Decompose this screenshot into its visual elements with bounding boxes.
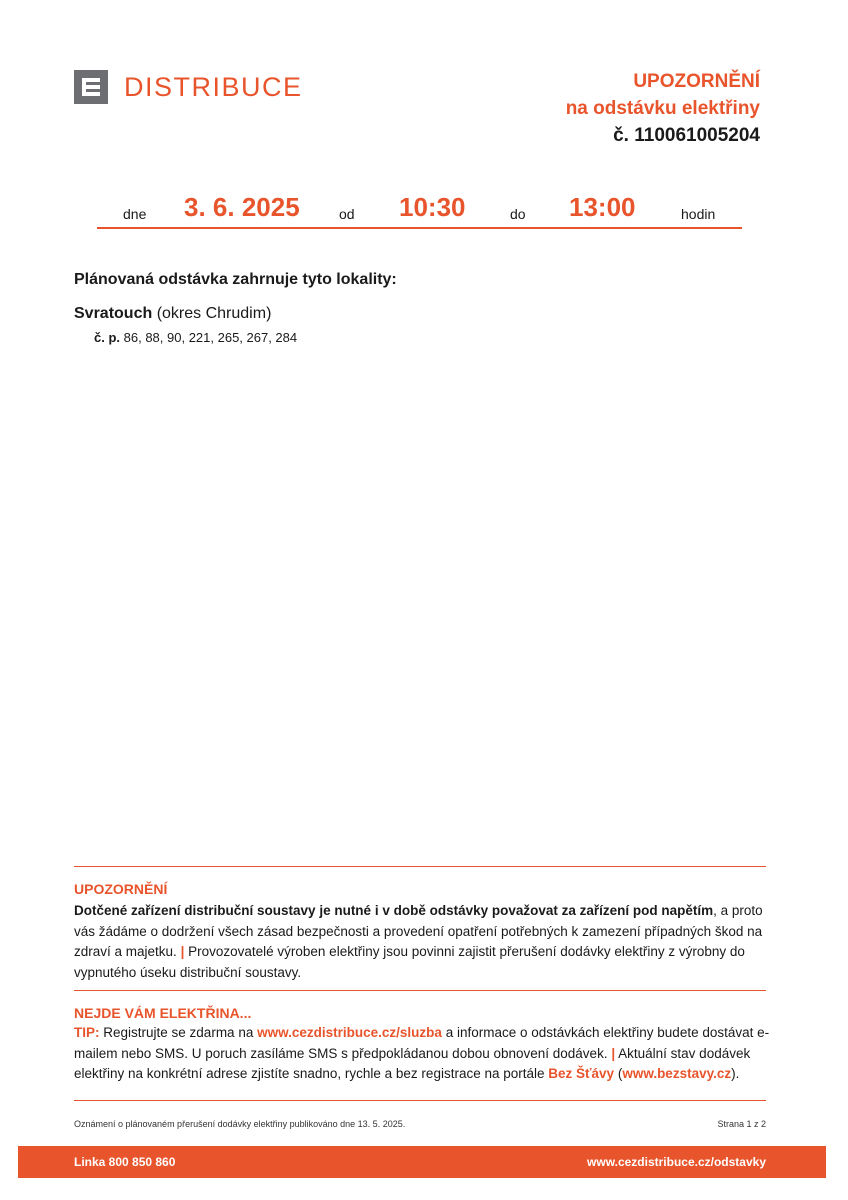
- no-power-text: [74, 1023, 770, 1085]
- logo-text: DISTRIBUCE: [124, 71, 303, 102]
- paren-close: ).: [731, 1066, 740, 1082]
- from-label: od: [339, 206, 355, 222]
- brand-logo: [74, 70, 303, 104]
- warning-text-2: Provozovatelé výroben elektřiny jsou povinni zajistit přerušení dodávky elektřiny z výrobny do vypnutého úseku distribuční soustavy.: [74, 944, 745, 981]
- hours-label: hodin: [681, 206, 716, 222]
- notice-number: č. 110061005204: [613, 125, 760, 146]
- no-power-title: NEJDE VÁM ELEKTŘINA...: [74, 1005, 252, 1021]
- warning-text-1: , a proto vás žádáme o dodržení všech zásad bezpečnosti a provedení opatření potřebných k zamezení případných škod na zdraví a majetku.: [74, 903, 763, 960]
- divider: [74, 990, 766, 991]
- warning-title: UPOZORNĚNÍ: [74, 881, 168, 897]
- notice-title: UPOZORNĚNÍ: [633, 71, 760, 92]
- to-label: do: [510, 206, 526, 222]
- tip-text-3: Aktuální stav dodávek elektřiny na konkrétní adrese zjistíte snadno, rychle a bez registrace na portále: [74, 1045, 751, 1082]
- portal-name: Bez Šťávy: [548, 1066, 615, 1082]
- to-time: 13:00: [569, 192, 636, 222]
- location-town: [74, 305, 271, 323]
- town-name: Svratouch: [74, 305, 153, 322]
- town-district: (okres Chrudim): [156, 305, 272, 322]
- service-link[interactable]: www.cezdistribuce.cz/sluzba: [257, 1025, 442, 1040]
- paren-open: (: [617, 1066, 623, 1082]
- cez-logo-icon: [74, 70, 108, 104]
- separator: |: [611, 1045, 616, 1061]
- date-value: 3. 6. 2025: [184, 192, 300, 222]
- location-addresses: [94, 330, 297, 345]
- notice-header: [566, 68, 760, 149]
- schedule-underline: [97, 227, 742, 229]
- from-time: 10:30: [399, 192, 466, 222]
- schedule-row: [97, 190, 742, 226]
- locations-heading: Plánovaná odstávka zahrnuje tyto lokality:: [74, 271, 397, 288]
- hotline[interactable]: Linka 800 850 860: [74, 1155, 176, 1169]
- warning-bold: Dotčené zařízení distribuční soustavy je nutné i v době odstávky považovat za zařízení pod napětím: [74, 903, 714, 918]
- footer-url[interactable]: www.cezdistribuce.cz/odstavky: [587, 1155, 766, 1169]
- address-prefix: č. p.: [94, 330, 121, 345]
- tip-text-2: a informace o odstávkách elektřiny budete dostávat e-mailem nebo SMS. U poruch zasíláme SMS s předpokládanou dobou obnovení dodávek.: [74, 1025, 770, 1061]
- address-numbers: 86, 88, 90, 221, 265, 267, 284: [123, 330, 298, 345]
- tip-text-1: Registrujte se zdarma na: [103, 1025, 254, 1040]
- warning-text: [74, 901, 770, 984]
- tip-label: TIP:: [74, 1025, 100, 1040]
- published-note: Oznámení o plánovaném přerušení dodávky elektřiny publikováno dne 13. 5. 2025.: [74, 1119, 406, 1129]
- notice-subtitle: na odstávku elektřiny: [565, 98, 760, 119]
- page-number: Strana 1 z 2: [717, 1119, 766, 1129]
- divider: [74, 866, 766, 867]
- divider: [74, 1100, 766, 1101]
- portal-link[interactable]: www.bezstavy.cz: [622, 1066, 732, 1082]
- separator: |: [180, 944, 185, 960]
- date-label: dne: [123, 206, 147, 222]
